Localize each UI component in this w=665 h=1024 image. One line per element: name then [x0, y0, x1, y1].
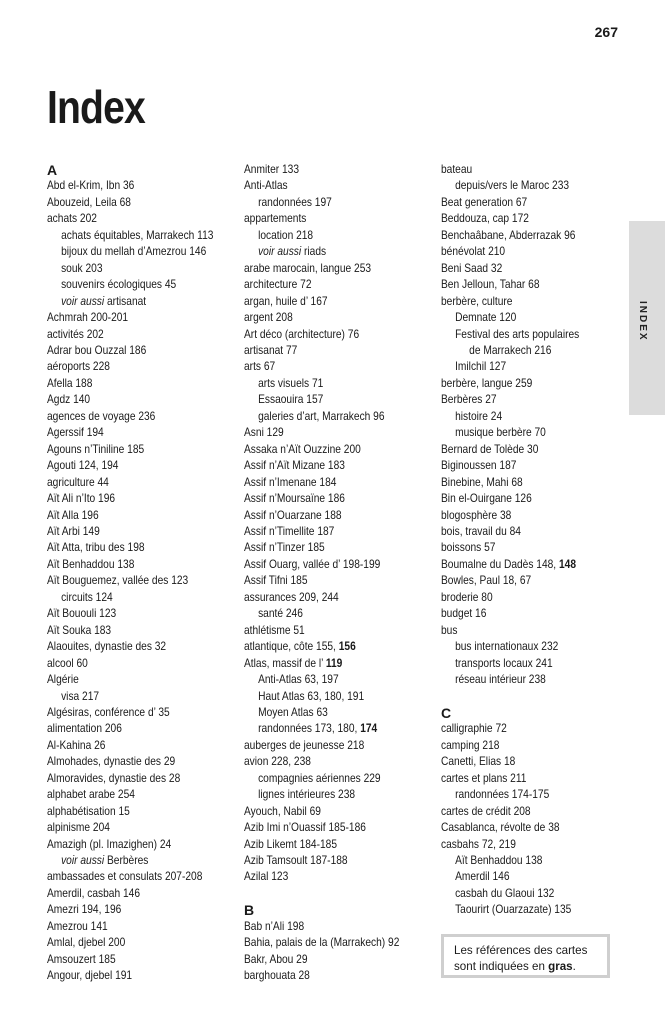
index-subentry: depuis/vers le Maroc 233 [455, 179, 570, 193]
index-subentry: randonnées 197 [258, 195, 332, 209]
index-entry: Almoravides, dynastie des 28 [47, 771, 181, 785]
index-entry: activités 202 [47, 327, 104, 341]
index-entry: architecture 72 [244, 278, 312, 292]
side-tab-label: INDEX [637, 301, 648, 342]
index-entry: achats 202 [47, 212, 97, 226]
index-entry: Algérie [47, 673, 79, 687]
index-entry: Ayouch, Nabil 69 [244, 804, 321, 818]
index-entry: Al-Kahina 26 [47, 738, 106, 752]
index-entry: artisanat 77 [244, 343, 298, 357]
note-suffix: . [572, 960, 576, 973]
section-gap [441, 689, 621, 705]
index-entry: Aït Alla 196 [47, 508, 99, 522]
note-bold: gras [548, 960, 573, 973]
index-entry: Anti-Atlas [244, 179, 288, 193]
index-entry: Anmiter 133 [244, 163, 300, 176]
index-entry: Agdz 140 [47, 393, 91, 407]
index-entry: Amlal, djebel 200 [47, 936, 126, 950]
index-subentry: bijoux du mellah d’Amezrou 146 [61, 245, 207, 259]
index-subentry: Taourirt (Ouarzazate) 135 [455, 903, 572, 917]
index-subentry: voir aussi artisanat [61, 294, 147, 308]
index-entry: camping 218 [441, 738, 500, 752]
see-also-label: voir aussi [258, 245, 302, 259]
index-entry: Aït Benhaddou 138 [47, 557, 135, 571]
index-entry: Achmrah 200-201 [47, 311, 129, 325]
index-entry: Aït Atta, tribu des 198 [47, 541, 145, 555]
index-entry: alimentation 206 [47, 722, 122, 736]
see-also-label: voir aussi [61, 854, 105, 868]
index-letter-heading: B [244, 902, 255, 919]
index-column-2 [244, 162, 434, 985]
index-entry: casbahs 72, 219 [441, 837, 516, 851]
index-entry: Amerdil, casbah 146 [47, 886, 141, 900]
map-reference-note [441, 934, 610, 978]
index-entry: Amsouzert 185 [47, 952, 116, 966]
index-entry: Azib Tamsoult 187-188 [244, 854, 348, 868]
index-entry: Assif n’Tinzer 185 [244, 541, 325, 555]
index-entry: Agerssif 194 [47, 426, 104, 440]
index-entry: Bowles, Paul 18, 67 [441, 574, 532, 588]
index-entry: Beni Saad 32 [441, 261, 503, 275]
page-number: 267 [594, 24, 618, 40]
index-entry: atlantique, côte 155, 156 [244, 640, 356, 654]
index-entry: Art déco (architecture) 76 [244, 327, 360, 341]
index-subentry: circuits 124 [61, 590, 113, 604]
index-entry: argent 208 [244, 311, 293, 325]
index-entry: Binebine, Mahi 68 [441, 475, 523, 489]
index-entry: Assif n’Timellite 187 [244, 524, 335, 538]
index-entry: Assif n’Imenane 184 [244, 475, 337, 489]
index-subentry: histoire 24 [455, 409, 503, 423]
index-subentry: de Marrakech 216 [469, 343, 552, 357]
index-subentry: Imilchil 127 [455, 360, 507, 374]
index-subentry: Festival des arts populaires [455, 327, 580, 341]
index-subentry: galeries d’art, Marrakech 96 [258, 409, 385, 423]
index-entry: Aït Bououli 123 [47, 607, 117, 621]
section-gap [244, 886, 434, 902]
index-subentry: Amerdil 146 [455, 870, 510, 884]
index-subentry: Aït Benhaddou 138 [455, 854, 543, 868]
index-entry: Bab n’Ali 198 [244, 919, 305, 933]
index-subentry: transports locaux 241 [455, 656, 553, 670]
index-entry: Amezrou 141 [47, 919, 108, 933]
index-subentry: voir aussi riads [258, 245, 327, 259]
index-entry: alphabet arabe 254 [47, 788, 135, 802]
index-entry: Afella 188 [47, 376, 93, 390]
index-column-3 [441, 162, 621, 919]
index-entry: avion 228, 238 [244, 755, 311, 769]
index-entry: Agouns n’Tiniline 185 [47, 442, 145, 456]
index-subentry: Anti-Atlas 63, 197 [258, 673, 339, 687]
page-title: Index [47, 81, 145, 133]
index-entry: Atlas, massif de l’ 119 [244, 656, 343, 670]
index-entry: berbère, langue 259 [441, 376, 533, 390]
index-entry: bus [441, 623, 458, 637]
index-subentry: achats équitables, Marrakech 113 [61, 228, 214, 242]
index-entry: Assaka n’Aït Ouzzine 200 [244, 442, 361, 456]
index-entry: Aït Bouguemez, vallée des 123 [47, 574, 189, 588]
index-entry: calligraphie 72 [441, 722, 507, 736]
index-entry: Abouzeid, Leila 68 [47, 195, 131, 209]
index-subentry: lignes intérieures 238 [258, 788, 356, 802]
index-entry: Casablanca, révolte de 38 [441, 821, 560, 835]
index-entry: Asni 129 [244, 426, 284, 440]
index-entry: assurances 209, 244 [244, 590, 339, 604]
index-entry: Abd el-Krim, Ibn 36 [47, 179, 135, 193]
index-subentry: voir aussi Berbères [61, 854, 149, 868]
index-entry: agriculture 44 [47, 475, 109, 489]
index-entry: alcool 60 [47, 656, 88, 670]
index-entry: Beddouza, cap 172 [441, 212, 529, 226]
index-entry: Aït Arbi 149 [47, 524, 100, 538]
index-entry: cartes et plans 211 [441, 771, 527, 785]
index-entry: Assif n’Ouarzane 188 [244, 508, 342, 522]
index-entry: bateau [441, 163, 473, 176]
index-column-1 [47, 162, 237, 985]
index-entry: Amezri 194, 196 [47, 903, 122, 917]
index-entry: budget 16 [441, 607, 487, 621]
index-subentry: Moyen Atlas 63 [258, 705, 328, 719]
index-entry: Aït Souka 183 [47, 623, 112, 637]
index-entry: Assif Ouarg, vallée d’ 198-199 [244, 557, 381, 571]
map-page-reference: 148 [558, 557, 577, 571]
index-entry: alpinisme 204 [47, 821, 110, 835]
index-subentry: randonnées 173, 180, 174 [258, 722, 378, 736]
index-entry: barghouata 28 [244, 969, 310, 983]
index-entry: broderie 80 [441, 590, 493, 604]
index-entry: Azilal 123 [244, 870, 289, 884]
index-entry: alphabétisation 15 [47, 804, 130, 818]
index-entry: appartements [244, 212, 307, 226]
index-subentry: arts visuels 71 [258, 376, 324, 390]
index-entry: Ben Jelloun, Tahar 68 [441, 278, 540, 292]
index-entry: Bahia, palais de la (Marrakech) 92 [244, 936, 400, 950]
map-page-reference: 119 [325, 656, 343, 670]
index-entry: Amazigh (pl. Imazighen) 24 [47, 837, 172, 851]
index-entry: Assif n’Aït Mizane 183 [244, 459, 345, 473]
index-entry: Algésiras, conférence d’ 35 [47, 705, 170, 719]
index-subentry: randonnées 174-175 [455, 788, 550, 802]
index-subentry: santé 246 [258, 607, 303, 621]
index-entry: Azib Imi n’Ouassif 185-186 [244, 821, 366, 835]
index-subentry: visa 217 [61, 689, 100, 703]
index-entry: Bakr, Abou 29 [244, 952, 308, 966]
index-subentry: casbah du Glaoui 132 [455, 886, 555, 900]
index-entry: aéroports 228 [47, 360, 110, 374]
index-subentry: Essaouira 157 [258, 393, 324, 407]
index-entry: Berbères 27 [441, 393, 497, 407]
index-letter-heading: A [47, 162, 58, 178]
index-entry: Canetti, Elias 18 [441, 755, 516, 769]
index-entry: Beat generation 67 [441, 195, 528, 209]
index-letter-heading: C [441, 704, 452, 721]
index-entry: Biginoussen 187 [441, 459, 517, 473]
index-entry: Bernard de Tolède 30 [441, 442, 539, 456]
index-subentry: compagnies aériennes 229 [258, 771, 381, 785]
index-entry: blogosphère 38 [441, 508, 512, 522]
index-entry: Azib Likemt 184-185 [244, 837, 338, 851]
map-page-reference: 174 [360, 722, 378, 736]
index-entry: bénévolat 210 [441, 245, 506, 259]
index-subentry: réseau intérieur 238 [455, 673, 546, 687]
index-subentry: Haut Atlas 63, 180, 191 [258, 689, 365, 703]
side-tab [629, 221, 665, 415]
note-text: Les références des cartes sont indiquées en [454, 944, 588, 973]
index-subentry: souk 203 [61, 261, 103, 275]
index-entry: cartes de crédit 208 [441, 804, 531, 818]
index-entry: Agouti 124, 194 [47, 459, 119, 473]
index-entry: Almohades, dynastie des 29 [47, 755, 176, 769]
index-subentry: bus internationaux 232 [455, 640, 559, 654]
index-entry: argan, huile d’ 167 [244, 294, 328, 308]
index-entry: Boumalne du Dadès 148, 148 [441, 557, 577, 571]
index-entry: bois, travail du 84 [441, 524, 521, 538]
index-subentry: souvenirs écologiques 45 [61, 278, 177, 292]
index-entry: Assif n’Moursaïne 186 [244, 492, 345, 506]
index-entry: Alaouites, dynastie des 32 [47, 640, 167, 654]
index-entry: berbère, culture [441, 294, 513, 308]
index-subentry: musique berbère 70 [455, 426, 546, 440]
index-subentry: location 218 [258, 228, 314, 242]
index-entry: Adrar bou Ouzzal 186 [47, 343, 147, 357]
index-entry: agences de voyage 236 [47, 409, 156, 423]
index-entry: Benchaâbane, Abderrazak 96 [441, 228, 576, 242]
index-entry: arts 67 [244, 360, 276, 374]
index-entry: Bin el-Ouirgane 126 [441, 492, 532, 506]
index-subentry: Demnate 120 [455, 311, 517, 325]
map-page-reference: 156 [338, 640, 356, 654]
index-entry: Assif Tifni 185 [244, 574, 308, 588]
index-entry: Aït Ali n’Ito 196 [47, 492, 116, 506]
index-entry: auberges de jeunesse 218 [244, 738, 365, 752]
index-entry: Angour, djebel 191 [47, 969, 133, 983]
index-entry: arabe marocain, langue 253 [244, 261, 372, 275]
see-also-label: voir aussi [61, 294, 105, 308]
index-entry: athlétisme 51 [244, 623, 305, 637]
index-entry: boissons 57 [441, 541, 496, 555]
index-entry: ambassades et consulats 207-208 [47, 870, 203, 884]
